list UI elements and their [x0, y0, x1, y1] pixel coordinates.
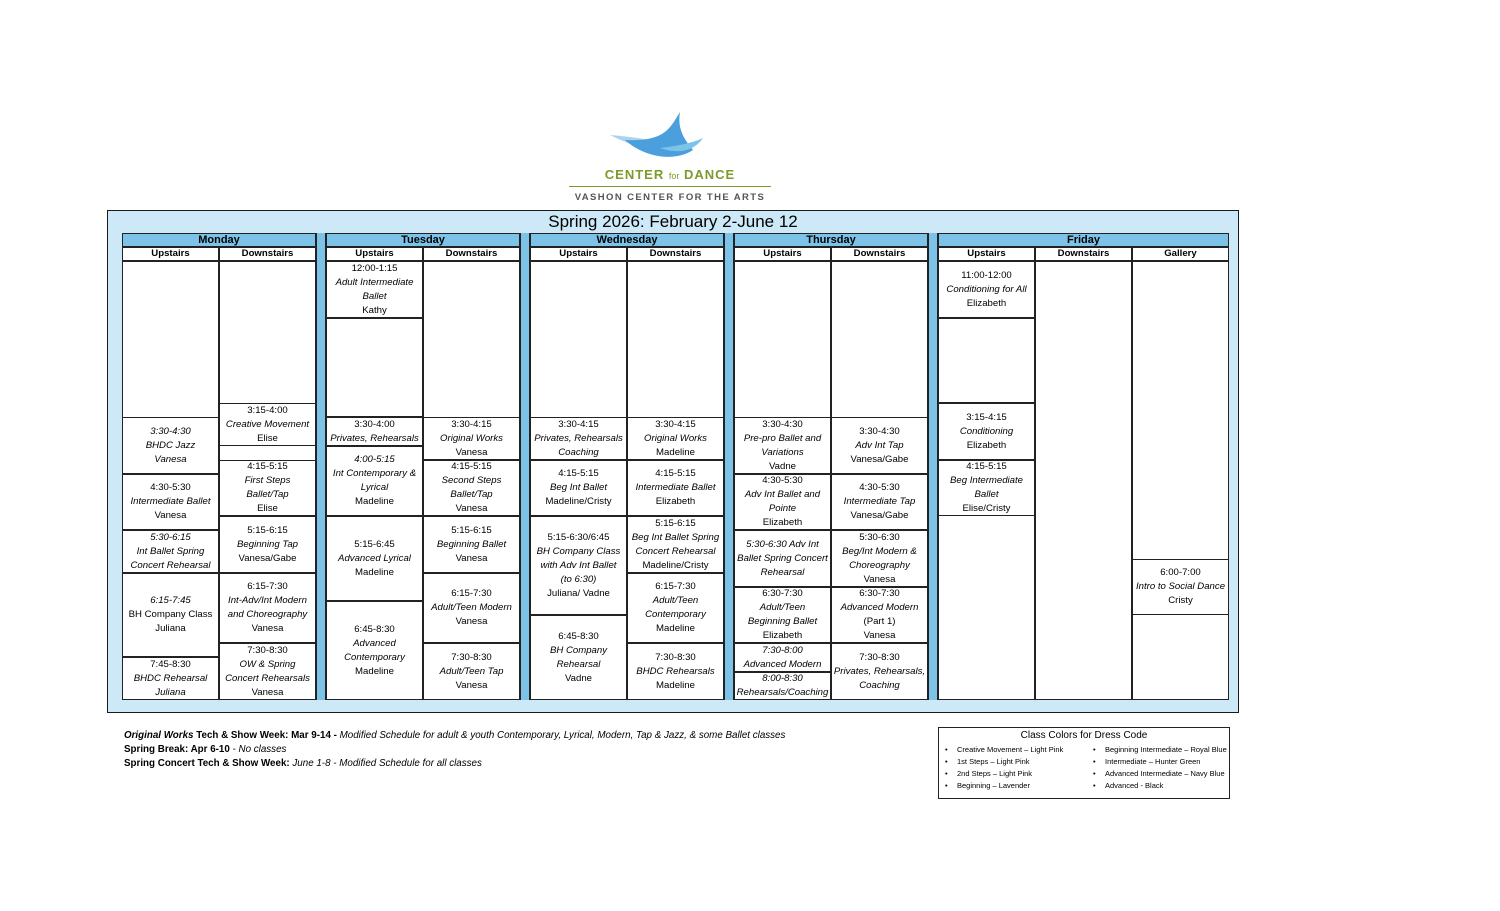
- class-block: [423, 573, 520, 643]
- class-block: [423, 460, 520, 516]
- class-block: [734, 643, 831, 672]
- class-detail: Conditioning: [959, 425, 1014, 437]
- class-detail: Conditioning for All: [946, 283, 1027, 295]
- room-header-downstairs: Downstairs: [1035, 247, 1132, 261]
- class-detail: Advanced Lyrical: [338, 552, 411, 564]
- class-block: [122, 417, 219, 474]
- class-detail: Lyrical: [360, 482, 389, 493]
- room-header-upstairs: Upstairs: [122, 247, 219, 261]
- class-time: 3:30-4:15: [655, 418, 696, 430]
- class-time: 8:00-8:30: [762, 673, 803, 684]
- class-time: 5:30-6:30 Adv Int: [746, 538, 819, 550]
- class-detail: Second Steps: [441, 475, 502, 486]
- class-detail: Elise: [257, 432, 278, 444]
- class-block: [734, 417, 831, 474]
- class-block: [326, 516, 423, 601]
- class-detail: Intermediate Ballet: [635, 482, 716, 493]
- day-separator: [928, 233, 938, 700]
- class-time: 6:30-7:30: [859, 588, 900, 599]
- class-block: [219, 516, 316, 573]
- dress-code-legend: [938, 727, 1230, 799]
- class-detail: Rehearsal: [556, 658, 601, 670]
- class-time: 7:45-8:30: [150, 658, 191, 670]
- class-detail: (Part 1): [863, 616, 896, 627]
- class-detail: BHDC Rehearsal: [133, 672, 208, 684]
- class-time: 6:45-8:30: [558, 630, 599, 642]
- class-detail: Beginning Tap: [237, 538, 298, 550]
- class-block: [734, 672, 831, 700]
- day-header-tuesday: Tuesday: [326, 233, 520, 247]
- class-block: [219, 573, 316, 643]
- class-detail: Ballet: [974, 489, 999, 500]
- class-time: 7:30-8:30: [451, 651, 492, 663]
- class-detail: Adult/Teen Modern: [431, 602, 512, 613]
- class-detail: BH Company Class: [128, 609, 213, 620]
- class-time: 3:30-4:00: [354, 418, 395, 430]
- class-time: 3:15-4:15: [966, 411, 1007, 423]
- class-detail: Choreography: [849, 559, 910, 571]
- class-block: [423, 417, 520, 460]
- day-header-thursday: Thursday: [734, 233, 928, 247]
- class-block: [530, 516, 627, 615]
- class-detail: Madeline: [355, 566, 394, 578]
- class-detail: Adv Int Ballet and: [744, 489, 821, 500]
- class-detail: Vanesa/Gabe: [850, 453, 909, 465]
- class-block: [938, 403, 1035, 460]
- note-original-works: Original Works Tech & Show Week: Mar 9-14 - Modified Schedule for adult & youth Contemporary, Lyrical, Modern, Tap & Jazz, & some Ballet classes: [124, 730, 786, 741]
- legend-item: • Advanced Intermediate – Navy Blue: [1091, 768, 1227, 780]
- class-detail: Beg Int Ballet Spring: [631, 531, 720, 543]
- class-detail: First Steps: [244, 475, 291, 486]
- class-detail: Beginning Ballet: [747, 616, 818, 627]
- class-detail: BH Company: [549, 644, 608, 656]
- class-block: [122, 573, 219, 657]
- class-time: 4:30-5:30: [762, 475, 803, 486]
- class-detail: Vanesa: [863, 573, 896, 585]
- class-detail: OW & Spring: [239, 658, 296, 670]
- class-detail: Juliana: [155, 686, 186, 698]
- class-detail: BH Company Class: [536, 545, 621, 557]
- class-detail: (to 6:30): [560, 573, 597, 585]
- class-time: 7:30-8:00: [762, 644, 803, 656]
- class-detail: Vanesa: [154, 453, 187, 465]
- class-detail: Adult/Teen: [652, 595, 699, 606]
- class-time: 6:15-7:45: [150, 595, 191, 606]
- class-time: 5:15-6:45: [354, 538, 395, 550]
- class-detail: Vanesa: [455, 446, 488, 458]
- empty-slot: [326, 318, 423, 417]
- logo-divider: [569, 186, 771, 187]
- class-detail: Elise: [257, 503, 278, 514]
- class-detail: Elise/Cristy: [962, 503, 1011, 514]
- class-detail: Beg Intermediate: [949, 475, 1024, 486]
- class-time: 6:30-7:30: [762, 588, 803, 599]
- class-time: 5:15-6:30/6:45: [547, 531, 610, 543]
- class-detail: Beg Int Ballet: [549, 482, 608, 493]
- class-detail: Privates, Rehearsals: [534, 432, 623, 444]
- class-time: 5:15-6:15: [655, 517, 696, 529]
- class-time: 5:30-6:30: [859, 531, 900, 543]
- class-detail: Madeline/Cristy: [642, 559, 709, 571]
- class-detail: Int Ballet Spring: [136, 545, 205, 557]
- room-header-downstairs: Downstairs: [627, 247, 724, 261]
- class-detail: Pointe: [768, 503, 797, 514]
- class-detail: Original Works: [644, 432, 707, 444]
- legend-right-list: [1091, 744, 1227, 792]
- class-time: 5:30-6:15: [150, 531, 191, 543]
- class-detail: Beg/Int Modern &: [842, 545, 917, 557]
- class-detail: with Adv Int Ballet: [540, 559, 617, 571]
- class-time: 3:30-4:30: [762, 418, 803, 430]
- class-detail: Int-Adv/Int Modern: [228, 595, 307, 606]
- class-time: 7:30-8:30: [247, 644, 288, 656]
- class-detail: Madeline: [355, 496, 394, 507]
- class-time: 6:15-7:30: [247, 581, 288, 592]
- class-time: 4:15-5:15: [558, 468, 599, 479]
- legend-item: • 2nd Steps – Light Pink: [943, 768, 1063, 780]
- class-detail: Vanesa: [154, 510, 187, 521]
- class-time: 3:30-4:15: [451, 418, 492, 430]
- class-detail: Vanesa: [455, 552, 488, 564]
- note-spring-concert: Spring Concert Tech & Show Week: June 1-8 - Modified Schedule for all classes: [124, 758, 482, 769]
- legend-item: • Beginning – Lavender: [943, 780, 1063, 792]
- class-detail: Madeline/Cristy: [545, 496, 612, 507]
- class-detail: Vanesa: [251, 686, 284, 698]
- class-detail: Intro to Social Dance: [1135, 581, 1226, 592]
- empty-slot: [938, 318, 1035, 403]
- class-detail: Privates, Rehearsals: [330, 432, 419, 444]
- class-block: [627, 460, 724, 516]
- class-block: [326, 446, 423, 516]
- day-header-friday: Friday: [938, 233, 1229, 247]
- schedule-column: [1035, 261, 1132, 700]
- class-block: [627, 516, 724, 573]
- class-time: 5:15-6:15: [451, 524, 492, 536]
- class-detail: Vanesa/Gabe: [238, 552, 297, 564]
- class-detail: Advanced Modern: [840, 602, 919, 613]
- day-separator: [316, 233, 326, 700]
- class-time: 3:30-4:30: [859, 425, 900, 437]
- room-header-upstairs: Upstairs: [530, 247, 627, 261]
- day-header-wednesday: Wednesday: [530, 233, 724, 247]
- bird-icon: [605, 110, 725, 165]
- class-detail: Concert Rehearsal: [130, 559, 211, 571]
- class-time: 5:15-6:15: [247, 524, 288, 536]
- class-time: 11:00-12:00: [961, 269, 1012, 281]
- class-detail: Elizabeth: [762, 630, 803, 641]
- class-time: 4:15-5:15: [966, 461, 1007, 472]
- class-detail: Vanesa: [251, 623, 284, 634]
- class-time: 4:15-5:15: [655, 468, 696, 479]
- class-block: [530, 417, 627, 460]
- class-block: [627, 643, 724, 700]
- legend-item: • Beginning Intermediate – Royal Blue: [1091, 744, 1227, 756]
- class-detail: Ballet/Tap: [246, 489, 289, 500]
- class-time: 7:30-8:30: [859, 651, 900, 663]
- class-time: 4:00-5:15: [354, 454, 395, 465]
- schedule-column: [1132, 261, 1229, 700]
- class-block: [219, 460, 316, 516]
- class-time: 3:30-4:30: [150, 425, 191, 437]
- class-detail: Int Contemporary &: [332, 468, 417, 479]
- class-block: [938, 460, 1035, 516]
- day-separator: [520, 233, 530, 700]
- logo-wordmark: CENTER for DANCE: [604, 167, 736, 182]
- class-detail: Ballet: [362, 290, 387, 302]
- class-detail: Ballet Spring Concert: [737, 552, 828, 564]
- class-detail: Vanesa/Gabe: [850, 510, 909, 521]
- class-detail: Juliana/ Vadne: [547, 587, 610, 599]
- class-time: 4:30-5:30: [859, 482, 900, 493]
- room-header-downstairs: Downstairs: [831, 247, 928, 261]
- class-detail: Elizabeth: [762, 517, 803, 528]
- class-time: 4:15-5:15: [451, 461, 492, 472]
- class-time: 6:15-7:30: [451, 588, 492, 599]
- class-time: 3:15-4:00: [247, 404, 288, 416]
- schedule-notes: [124, 729, 785, 771]
- class-block: [326, 261, 423, 318]
- legend-item: • Intermediate – Hunter Green: [1091, 756, 1227, 768]
- class-block: [831, 643, 928, 700]
- class-detail: Adult/Teen: [759, 602, 806, 613]
- class-detail: Concert Rehearsals: [225, 672, 310, 684]
- class-detail: Vadne: [564, 672, 593, 684]
- class-detail: Elizabeth: [966, 439, 1007, 451]
- class-detail: Coaching: [558, 446, 599, 458]
- class-block: [326, 601, 423, 700]
- class-time: 3:30-4:15: [558, 418, 599, 430]
- class-time: 6:15-7:30: [655, 581, 696, 592]
- legend-left-list: [943, 744, 1063, 792]
- room-header-upstairs: Upstairs: [734, 247, 831, 261]
- class-detail: Creative Movement: [225, 418, 310, 430]
- class-detail: Coaching: [859, 679, 900, 691]
- class-detail: Adult/Teen Tap: [439, 665, 504, 677]
- class-detail: Vanesa: [455, 503, 488, 514]
- class-block: [530, 460, 627, 516]
- class-detail: Variations: [761, 446, 804, 458]
- class-block: [219, 643, 316, 700]
- class-time: 12:00-1:15: [351, 262, 398, 274]
- class-detail: Madeline: [656, 679, 695, 691]
- class-block: [627, 417, 724, 460]
- class-block: [831, 587, 928, 643]
- schedule-title: Spring 2026: February 2-June 12: [548, 212, 798, 231]
- class-detail: Elizabeth: [966, 297, 1007, 309]
- class-detail: Kathy: [362, 304, 387, 316]
- class-detail: Pre-pro Ballet and: [743, 432, 822, 444]
- class-detail: Concert Rehearsal: [635, 545, 716, 557]
- day-header-monday: Monday: [122, 233, 316, 247]
- legend-item: • 1st Steps – Light Pink: [943, 756, 1063, 768]
- class-detail: Adult Intermediate: [335, 276, 414, 288]
- class-block: [831, 417, 928, 474]
- class-detail: Contemporary: [344, 651, 405, 663]
- class-block: [326, 417, 423, 446]
- logo-subtitle: VASHON CENTER FOR THE ARTS: [574, 192, 766, 203]
- class-detail: Ballet/Tap: [450, 489, 493, 500]
- class-block: [831, 474, 928, 530]
- class-detail: Rehearsals/Coaching: [736, 687, 829, 698]
- class-detail: Beginning Ballet: [436, 538, 507, 550]
- class-block: [734, 474, 831, 530]
- class-block: [219, 403, 316, 446]
- class-time: 4:30-5:30: [150, 482, 191, 493]
- class-detail: Intermediate Tap: [843, 496, 916, 507]
- class-detail: Intermediate Ballet: [130, 496, 211, 507]
- room-header-gallery: Gallery: [1132, 247, 1229, 261]
- class-detail: Elizabeth: [655, 496, 696, 507]
- class-time: 4:15-5:15: [247, 461, 288, 472]
- class-detail: Madeline: [656, 623, 695, 634]
- class-detail: Vanesa: [863, 630, 896, 641]
- class-detail: Madeline: [355, 665, 394, 677]
- center-for-dance-logo: [565, 110, 775, 210]
- class-time: 7:30-8:30: [655, 651, 696, 663]
- class-block: [734, 587, 831, 643]
- class-detail: Madeline: [656, 446, 695, 458]
- class-block: [1132, 559, 1229, 615]
- class-detail: Contemporary: [645, 609, 706, 620]
- class-detail: Juliana: [155, 623, 186, 634]
- legend-item: • Advanced - Black: [1091, 780, 1227, 792]
- class-block: [423, 643, 520, 700]
- class-block: [734, 530, 831, 587]
- class-detail: and Choreography: [227, 609, 308, 620]
- class-detail: Privates, Rehearsals,: [833, 665, 926, 677]
- room-header-downstairs: Downstairs: [423, 247, 520, 261]
- class-detail: BHDC Jazz: [145, 439, 196, 451]
- class-detail: BHDC Rehearsals: [636, 665, 715, 677]
- room-header-upstairs: Upstairs: [326, 247, 423, 261]
- class-block: [423, 516, 520, 573]
- note-spring-break: Spring Break: Apr 6-10 - No classes: [124, 744, 287, 755]
- class-block: [831, 530, 928, 587]
- class-detail: Original Works: [440, 432, 503, 444]
- class-detail: Adv Int Tap: [855, 439, 904, 451]
- class-block: [938, 261, 1035, 318]
- class-detail: Vanesa: [455, 616, 488, 627]
- class-block: [627, 573, 724, 643]
- legend-item: • Creative Movement – Light Pink: [943, 744, 1063, 756]
- class-detail: Advanced Modern: [743, 658, 822, 670]
- class-block: [122, 530, 219, 573]
- class-detail: Advanced: [353, 637, 396, 649]
- class-detail: Cristy: [1168, 595, 1193, 606]
- class-detail: Vadne: [768, 460, 797, 472]
- class-block: [530, 615, 627, 700]
- class-time: 6:00-7:00: [1160, 567, 1201, 578]
- class-detail: Rehearsal: [760, 566, 805, 578]
- class-time: 6:45-8:30: [354, 623, 395, 635]
- class-block: [122, 474, 219, 530]
- class-block: [122, 657, 219, 700]
- room-header-downstairs: Downstairs: [219, 247, 316, 261]
- legend-title: Class Colors for Dress Code: [1020, 730, 1148, 741]
- room-header-upstairs: Upstairs: [938, 247, 1035, 261]
- class-detail: Vanesa: [455, 679, 488, 691]
- day-separator: [724, 233, 734, 700]
